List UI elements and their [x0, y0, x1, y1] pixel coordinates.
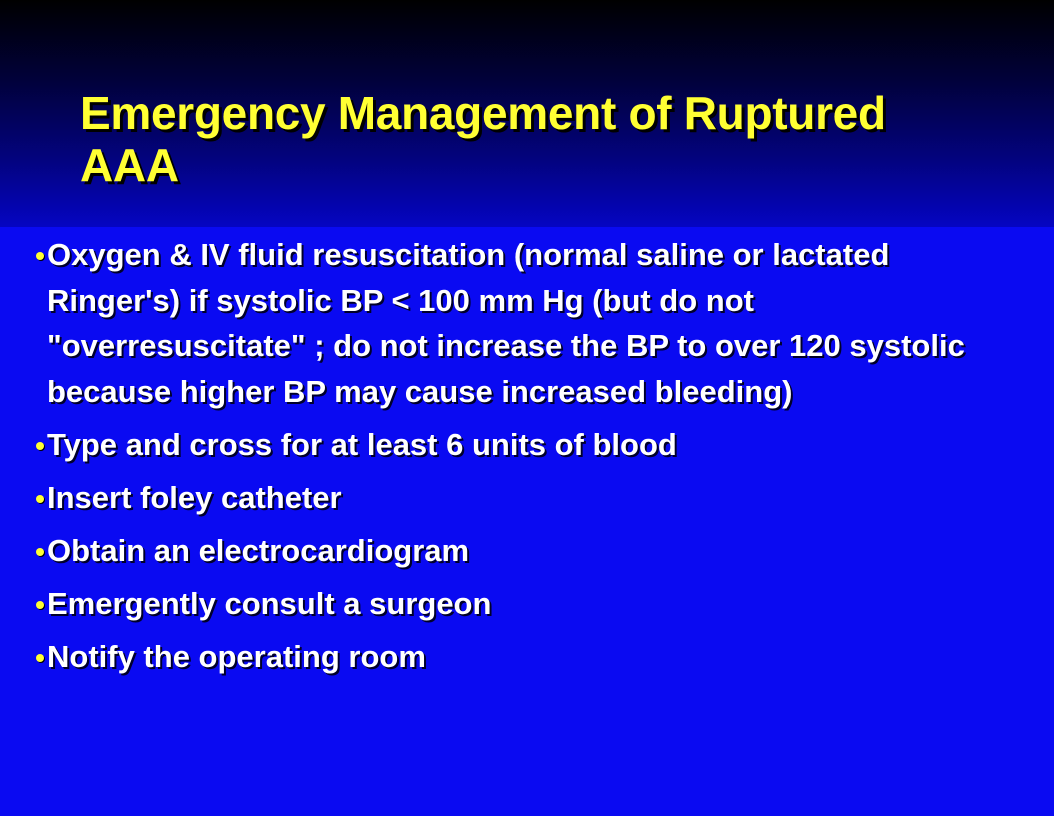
bullet-item: [0, 528, 1007, 573]
bullet-dot-icon: [36, 252, 44, 260]
bullet-text: Oxygen & IV fluid resuscitation (normal saline or lactated Ringer's) if systolic BP < 100 mm Hg (but do not "overresuscitate" ; do not increase the BP to over 120 systolic because higher BP may cause increased bleeding): [47, 237, 965, 409]
bullet-item: [0, 232, 1007, 414]
bullet-dot-icon: [36, 601, 44, 609]
bullet-dot-icon: [36, 548, 44, 556]
bullet-item: [0, 634, 1007, 679]
bullet-text: Insert foley catheter: [47, 480, 342, 515]
bullet-list: [0, 232, 1054, 679]
bullet-item: [0, 475, 1007, 520]
bullet-dot-icon: [36, 654, 44, 662]
bullet-text: Type and cross for at least 6 units of blood: [47, 427, 677, 462]
bullet-text: Obtain an electrocardiogram: [47, 533, 470, 568]
bullet-item: [0, 422, 1007, 467]
bullet-text: Notify the operating room: [47, 639, 426, 674]
slide-title: Emergency Management of Ruptured AAA: [80, 87, 886, 191]
bullet-item: [0, 581, 1007, 626]
bullet-dot-icon: [36, 495, 44, 503]
bullet-text: Emergently consult a surgeon: [47, 586, 492, 621]
bullet-dot-icon: [36, 442, 44, 450]
